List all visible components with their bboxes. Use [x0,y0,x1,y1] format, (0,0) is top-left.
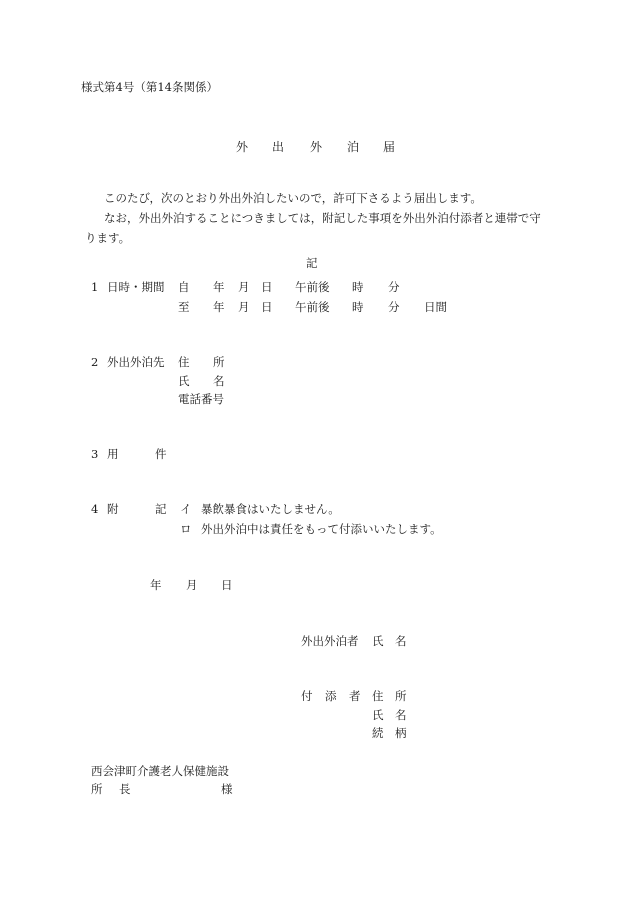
addressee-honorific: 様 [221,782,233,796]
form-number: 様式第4号（第14条関係） [81,80,218,94]
section-1-number: 1 [91,280,99,294]
section-3-number: 3 [91,447,99,461]
title-char: 出 [272,140,285,154]
applicant-name-b: 名 [395,634,407,648]
section-4-number: 4 [91,502,99,516]
phone-label: 電話番号 [178,392,224,406]
date-year: 年 [150,578,162,592]
hour-label: 時 [352,280,364,294]
applicant-name-a: 氏 [372,634,384,648]
item-1-text: 暴飲暴食はいたしません。 [201,502,340,516]
section-1-label: 日時・期間 [107,280,165,294]
date-day: 日 [221,578,233,592]
minute-label: 分 [388,300,400,314]
attendant-address-b: 所 [395,689,407,703]
section-4-label-b: 記 [155,502,167,516]
minute-label: 分 [388,280,400,294]
applicant-label: 外出外泊者 [301,634,359,648]
day-label: 日 [261,300,273,314]
month-label: 月 [238,300,250,314]
from-label: 自 [178,280,190,294]
year-label: 年 [213,280,225,294]
attendant-address-a: 住 [372,689,384,703]
item-2-mark: ロ [180,522,192,536]
address-label-a: 住 [178,355,190,369]
addressee-title-a: 所 [91,782,103,796]
section-4-label-a: 附 [107,502,119,516]
attendant-name-a: 氏 [372,708,384,722]
attendant-label-b: 添 [325,689,337,703]
to-label: 至 [178,300,190,314]
address-label-b: 所 [213,355,225,369]
intro-line-2: なお，外出外泊することにつきましては，附記した事項を外出外泊付添者と連帯で守 [104,211,541,225]
intro-line-1: このたび，次のとおり外出外泊したいので，許可下さるよう届出します。 [104,191,482,205]
title-char: 届 [383,140,396,154]
section-3-label-a: 用 [107,447,119,461]
addressee-facility: 西会津町介護老人保健施設 [91,764,229,778]
ampm-label: 午前後 [295,300,330,314]
title-char: 外 [310,140,323,154]
hour-label: 時 [352,300,364,314]
name-label-b: 名 [213,374,225,388]
ampm-label: 午前後 [295,280,330,294]
ki-heading: 記 [306,256,318,270]
attendant-label-c: 者 [349,689,361,703]
intro-line-3: ります。 [85,231,131,245]
attendant-label-a: 付 [301,689,313,703]
addressee-title-b: 長 [119,782,131,796]
year-label: 年 [213,300,225,314]
section-2-number: 2 [91,355,99,369]
date-month: 月 [186,578,198,592]
attendant-relation-a: 続 [372,726,384,740]
attendant-name-b: 名 [395,708,407,722]
month-label: 月 [238,280,250,294]
attendant-relation-b: 柄 [395,726,407,740]
section-3-label-b: 件 [155,447,167,461]
days-label: 日間 [424,300,447,314]
day-label: 日 [261,280,273,294]
name-label-a: 氏 [178,374,190,388]
title-char: 泊 [347,140,360,154]
title-char: 外 [236,140,249,154]
item-2-text: 外出外泊中は責任をもって付添いいたします。 [201,522,442,536]
item-1-mark: イ [180,502,192,516]
section-2-label: 外出外泊先 [107,355,165,369]
